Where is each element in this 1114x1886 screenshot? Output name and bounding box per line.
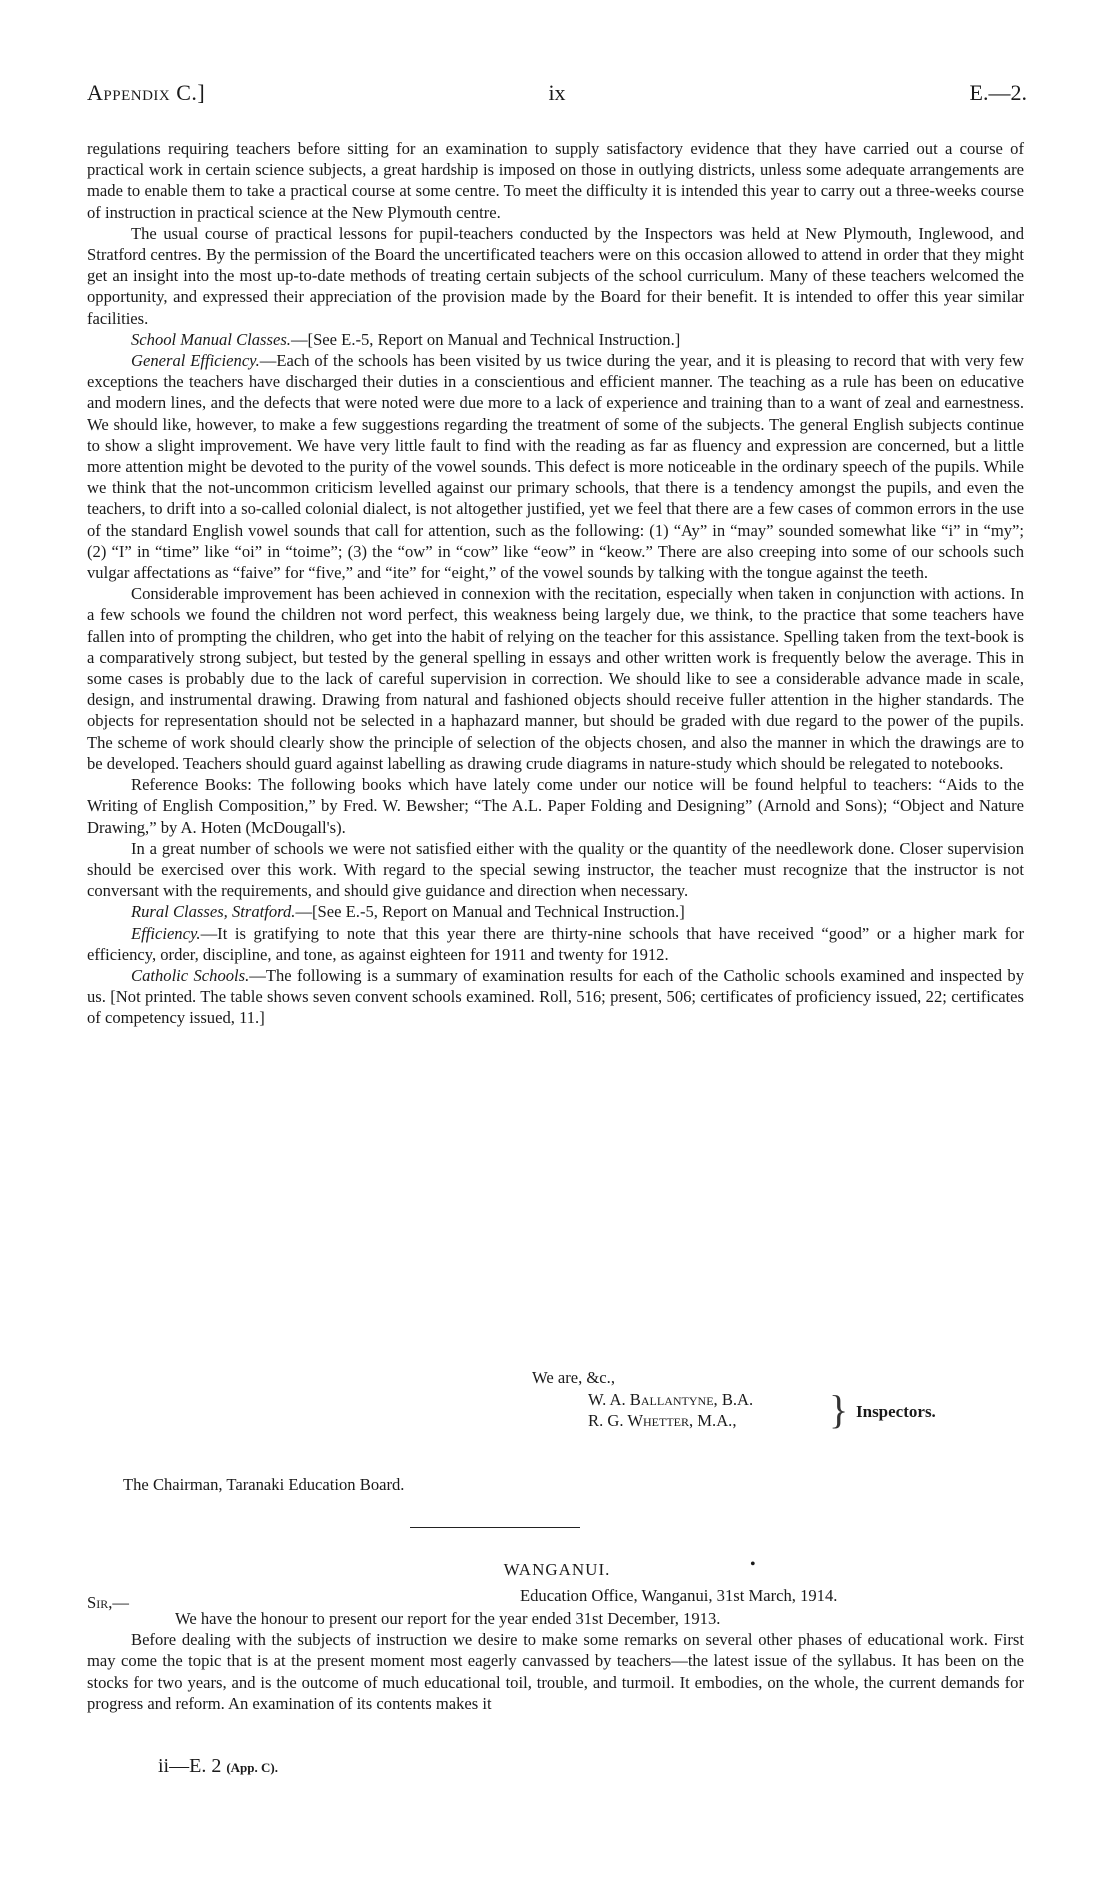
paragraph: School Manual Classes.—[See E.-5, Report on Manual and Technical Instruction.] xyxy=(131,329,681,349)
stray-mark: • xyxy=(750,1556,756,1573)
signer-name: W. A. Ballantyne, B.A. xyxy=(588,1390,754,1409)
header-report-code: E.—2. xyxy=(969,80,1027,105)
paragraph: Considerable improvement has been achieved in connexion with the recitation, especially when taken in conjunction with actions. In a few schools we found the children not word perfect, this weakness being largely due, we think, to the practice that some teachers have fallen into of prompting the children, who get into the habit of relying on the teacher for this assistance. Spelling taken from the text-book is a comparatively strong subject, but tested by the general spelling in essays and other written work is frequently below the average. This in some cases is probably due to the lack of careful supervision in correction. We should like to see a considerable advance made in scale, design, and instrumental drawing. Drawing from natural and fashioned objects should receive fuller attention in the higher standards. The objects for representation should not be selected in a haphazard manner, but should be graded with due regard to the power of the pupils. The scheme of work should clearly show the principle of selection of the objects chosen, and also the manner in which the drawings are to be developed. Teachers should guard against labelling as drawing crude diagrams in nature-study which should be relegated to notebooks. xyxy=(87,584,1024,773)
brace-decoration: } xyxy=(829,1387,849,1432)
run-in-heading: School Manual Classes. xyxy=(131,329,291,349)
paragraph: Rural Classes, Stratford.—[See E.-5, Report on Manual and Technical Instruction.] xyxy=(131,902,685,922)
signer-role: Inspectors. xyxy=(856,1402,936,1421)
header-page-number: ix xyxy=(548,80,566,105)
dateline: Education Office, Wanganui, 31st March, 1914. xyxy=(520,1586,838,1605)
addressee: The Chairman, Taranaki Education Board. xyxy=(123,1475,405,1494)
signature-suffix: (App. C). xyxy=(226,1760,278,1775)
run-in-heading: Catholic Schools. xyxy=(131,965,250,985)
page-footer xyxy=(158,1755,278,1778)
paragraph: Catholic Schools.—The following is a summary of examination results for each of the Catholic schools examined and inspected by us. [Not printed. The table shows seven convent schools examined. Roll, 516; present, 506; certificates of proficiency issued, 22; certificates of competency issued, 11.] xyxy=(87,965,1025,1028)
run-in-heading: Rural Classes, Stratford. xyxy=(131,902,296,922)
signoff-block xyxy=(0,1368,1114,1458)
run-in-heading: General Efficiency. xyxy=(131,351,260,371)
section-divider xyxy=(410,1527,580,1528)
paragraph: Before dealing with the subjects of instruction we desire to make some remarks on several other phases of educational work. First may come the topic that is at the present moment most eagerly canvassed by teachers—the latest issue of the syllabus. It has been on the stocks for two years, and is the outcome of much educational toil, trouble, and turmoil. It embodies, on the whole, the current demands for progress and reform. An examination of its contents makes it xyxy=(87,1630,1024,1713)
report-body xyxy=(87,138,1024,1029)
closing-line: We are, &c., xyxy=(532,1368,615,1387)
salutation: Sir,— xyxy=(87,1593,129,1612)
header-appendix: Appendix C.] xyxy=(87,80,206,105)
running-head xyxy=(87,80,1027,110)
section-heading: WANGANUI. xyxy=(503,1560,611,1579)
paragraph: Efficiency.—It is gratifying to note that this year there are thirty-nine schools that have received “good” or a higher mark for efficiency, order, discipline, and tone, as against eighteen for 1911 and twenty for 1912. xyxy=(87,923,1024,964)
letter-body xyxy=(87,1608,1024,1714)
paragraph: The usual course of practical lessons for pupil-teachers conducted by the Inspectors was held at New Plymouth, Inglewood, and Stratford centres. By the permission of the Board the uncertificated teachers were on this occasion allowed to attend in order that they might get an insight into the most up-to-date methods of treating certain subjects of the school curriculum. Many of these teachers welcomed the opportunity, and expressed their appreciation of the provision made by the Board for their benefit. It is intended to offer this year similar facilities. xyxy=(87,223,1024,328)
paragraph: regulations requiring teachers before sitting for an examination to supply satisfactory evidence that they have carried out a course of practical work in certain science subjects, a great hardship is imposed on those in outlying districts, unless some adequate arrangements are made to enable them to take a practical course at some centre. To meet the difficulty it is intended this year to carry out a three-weeks course of instruction in practical science at the New Plymouth centre. xyxy=(87,139,1024,222)
paragraph: General Efficiency.—Each of the schools has been visited by us twice during the year, and it is pleasing to record that with very few exceptions the teachers have discharged their duties in a conscientious and efficient manner. The teaching as a rule has been on educative and modern lines, and the defects that were noted were due more to a lack of experience and training than to a want of zeal and earnestness. We should like, however, to make a few suggestions regarding the treatment of some of the subjects. The general English subjects continue to show a slight improvement. We have very little fault to find with the reading as far as fluency and expression are concerned, but a little more attention might be devoted to the purity of the vowel sounds. This defect is more noticeable in the ordinary speech of the pupils. While we think that the not-uncommon criticism levelled against our primary schools, that there is a tendency amongst the pupils, and even the teachers, to drift into a so-called colonial dialect, is not altogether justified, yet we feel that there are a few cases of common errors in the use of the standard English vowel sounds that call for attention, such as the following: (1) “Ay” in “may” sounded somewhat like “i” in “my”; (2) “I” in “time” like “oi” in “toime”; (3) the “ow” in “cow” like “eow” in “keow.” There are also creeping into some of our schools such vulgar affectations as “faive” for “five,” and “ite” for “eight,” of the vowel sounds by talking with the tongue against the teeth. xyxy=(87,351,1024,583)
signer-name: R. G. Whetter, M.A., xyxy=(588,1411,737,1430)
run-in-heading: Efficiency. xyxy=(131,923,201,943)
paragraph: We have the honour to present our report for the year ended 31st December, 1913. xyxy=(175,1609,721,1628)
paragraph: Reference Books: The following books which have lately come under our notice will be found helpful to teachers: “Aids to the Writing of English Composition,” by Fred. W. Bewsher; “The A.L. Paper Folding and Designing” (Arnold and Sons); “Object and Nature Drawing,” by A. Hoten (McDougall's). xyxy=(87,775,1024,837)
paragraph: In a great number of schools we were not satisfied either with the quality or the quantity of the needlework done. Closer supervision should be exercised over this work. With regard to the special sewing instructor, the teacher must recognize that the instructor is not conversant with the requirements, and should give guidance and direction when necessary. xyxy=(87,838,1024,901)
signature-mark: ii—E. 2 xyxy=(158,1755,222,1777)
